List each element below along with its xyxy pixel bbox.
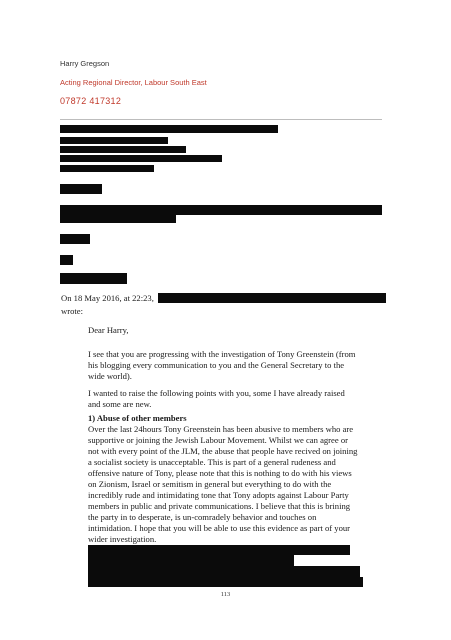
email-paragraph-line: I see that you are progressing with the investigation of Tony Greenstein (from — [88, 349, 356, 359]
redaction-bar — [60, 234, 90, 244]
page-number: 113 — [220, 591, 231, 598]
email-paragraph-line: his blogging every communication to you and the General Secretary to the — [88, 360, 345, 370]
signature-divider — [60, 119, 382, 120]
section-heading: 1) Abuse of other members — [88, 413, 187, 423]
email-paragraph-line: incredibly rude and intimidating tone that Tony adopts against Labour Party — [88, 490, 349, 500]
email-paragraph-line: wide world). — [88, 371, 132, 381]
signature-phone: 07872 417312 — [60, 96, 122, 106]
redaction-bar — [60, 184, 102, 194]
redaction-bar — [60, 205, 382, 215]
email-paragraph-line: on Zionism, Israel or semitism in general but everything to do with the — [88, 479, 332, 489]
email-header-date: On 18 May 2016, at 22:23, — [61, 293, 154, 303]
signature-title: Acting Regional Director, Labour South East — [60, 78, 207, 87]
redaction-bar — [60, 137, 168, 144]
email-paragraph-line: a socialist society is unacceptable. This is part of a general rudeness and — [88, 457, 336, 467]
email-paragraph-line: the party in to desperate, is un-comradely behavior and touches on — [88, 512, 317, 522]
email-paragraph-line: and some are new. — [88, 399, 152, 409]
email-greeting: Dear Harry, — [88, 325, 129, 335]
email-paragraph-line: offensive nature of Tony, please note that this is nothing to do with his views — [88, 468, 352, 478]
email-paragraph-line: not with every point of the JLM, the abuse that people have recived on joining — [88, 446, 358, 456]
signature-name: Harry Gregson — [60, 59, 110, 68]
email-paragraph-line: wider investigation. — [88, 534, 157, 544]
redaction-bar — [60, 155, 222, 162]
redaction-bar — [60, 255, 73, 265]
redaction-bar — [60, 125, 278, 133]
redaction-bar — [88, 545, 350, 555]
email-paragraph-line: intimidation. I hope that you will be able to use this evidence as part of your — [88, 523, 351, 533]
email-header-wrote: wrote: — [61, 306, 83, 316]
email-paragraph-line: supportive or joining the Jewish Labour Movement. Whilst we can agree or — [88, 435, 348, 445]
email-paragraph-line: I wanted to raise the following points with you, some I have already raised — [88, 388, 345, 398]
redaction-bar — [60, 146, 186, 153]
redaction-bar — [158, 293, 386, 303]
redaction-bar — [60, 273, 127, 284]
redaction-bar — [60, 165, 154, 172]
email-paragraph-line: members in public and private communications. I believe that this is brining — [88, 501, 351, 511]
redaction-bar — [88, 577, 363, 587]
redaction-bar — [60, 215, 176, 223]
email-paragraph-line: Over the last 24hours Tony Greenstein has been abusive to members who are — [88, 424, 354, 434]
